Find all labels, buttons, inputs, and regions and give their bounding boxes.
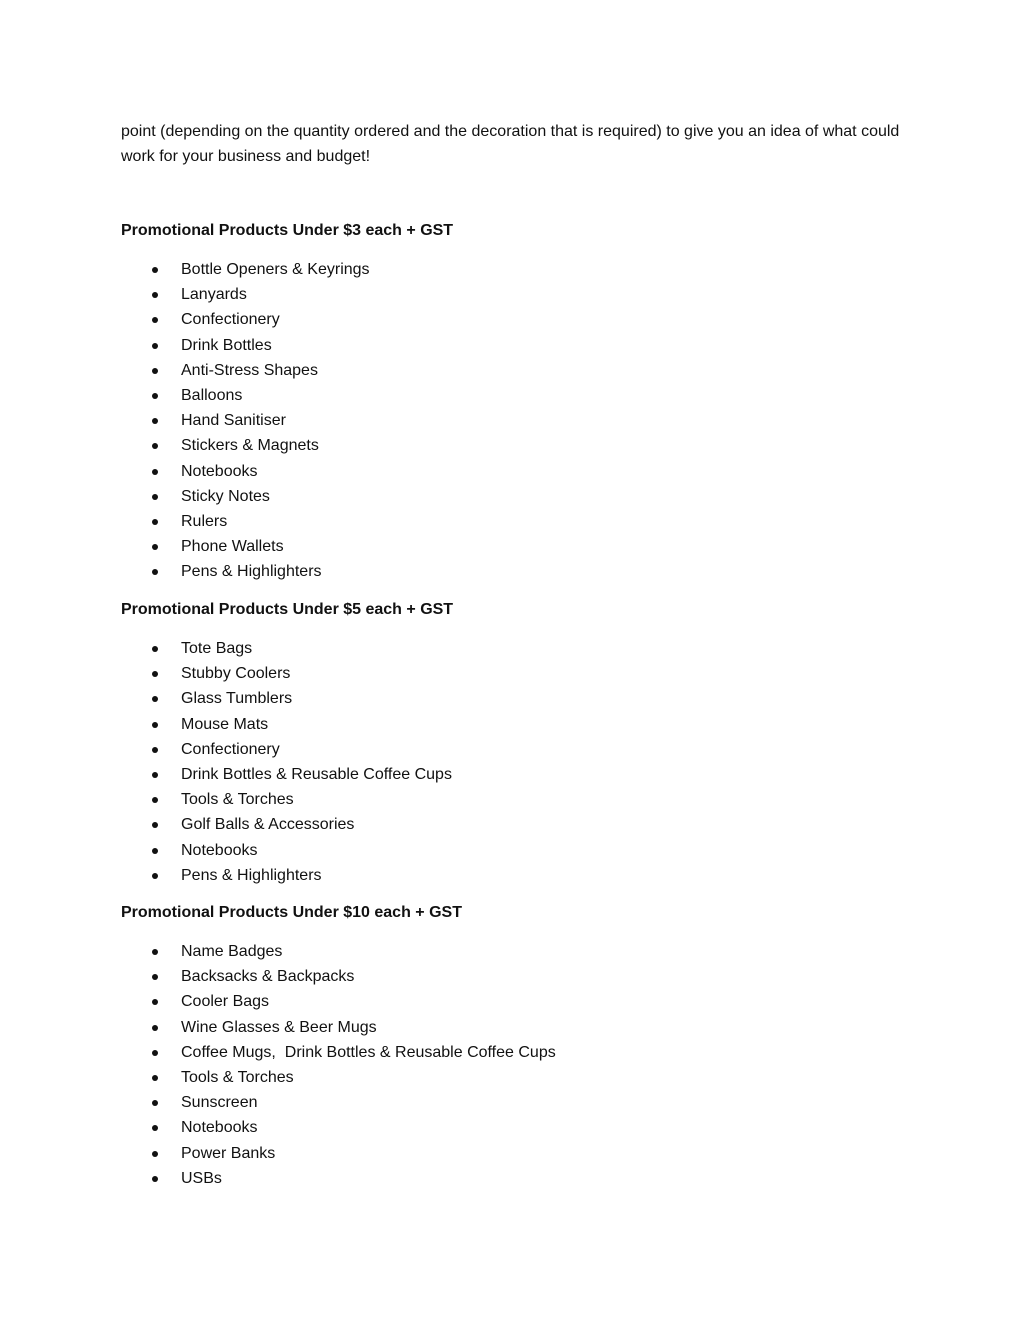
bullet-icon [152,292,158,298]
list-item-label: Lanyards [181,286,247,304]
bullet-icon [152,1025,158,1031]
bullet-icon [152,569,158,575]
list-item [121,737,901,762]
bullet-icon [152,393,158,399]
list-item-label: Tools & Torches [181,791,294,809]
list-item-label: Golf Balls & Accessories [181,816,355,834]
list-item [121,1166,901,1191]
bullet-icon [152,671,158,677]
list-item [121,1040,901,1065]
bullet-icon [152,494,158,500]
section-heading: Promotional Products Under $10 each + GST [121,904,462,921]
bullet-icon [152,317,158,323]
bullet-icon [152,999,158,1005]
product-list [121,257,901,584]
list-item [121,459,901,484]
list-item [121,333,901,358]
list-item [121,433,901,458]
list-item-label: Tools & Torches [181,1068,294,1086]
product-list [121,939,901,1191]
list-item-label: Power Banks [181,1144,276,1162]
section-under-5 [121,598,901,888]
list-item-label: Pens & Highlighters [181,866,322,884]
bullet-icon [152,974,158,980]
bullet-icon [152,797,158,803]
list-item-label: Coffee Mugs, Drink Bottles & Reusable Coffee Cups [181,1043,556,1061]
list-item [121,484,901,509]
list-item-label: Anti-Stress Shapes [181,361,318,379]
list-item [121,989,901,1014]
bullet-icon [152,519,158,525]
bullet-icon [152,418,158,424]
list-item-label: Cooler Bags [181,993,270,1011]
bullet-icon [152,343,158,349]
bullet-icon [152,646,158,652]
list-item-label: Confectionery [181,311,280,329]
list-item-label: Pens & Highlighters [181,563,322,581]
list-item-label: Name Badges [181,943,283,960]
bullet-icon [152,772,158,778]
bullet-icon [152,368,158,374]
list-item [121,307,901,332]
list-item-label: Drink Bottles [181,336,272,354]
bullet-icon [152,722,158,728]
list-item [121,838,901,863]
list-item-label: Hand Sanitiser [181,412,286,430]
list-item [121,408,901,433]
list-item-label: Rulers [181,512,228,530]
bullet-icon [152,1050,158,1056]
list-item [121,559,901,584]
list-item [121,661,901,686]
list-item [121,1115,901,1140]
bullet-icon [152,443,158,449]
list-item [121,636,901,661]
list-item-label: Wine Glasses & Beer Mugs [181,1018,377,1036]
list-item [121,686,901,711]
section-under-10 [121,901,901,1191]
list-item-label: Balloons [181,386,243,404]
list-item [121,939,901,964]
list-item-label: Confectionery [181,740,280,758]
list-item [121,787,901,812]
list-item [121,1090,901,1115]
bullet-icon [152,822,158,828]
list-item [121,509,901,534]
list-item-label: Drink Bottles & Reusable Coffee Cups [181,765,452,783]
list-item-label: Notebooks [181,841,258,859]
list-item [121,863,901,888]
list-item-label: Backsacks & Backpacks [181,968,355,986]
section-heading: Promotional Products Under $5 each + GST [121,601,454,618]
bullet-icon [152,469,158,475]
product-list [121,636,901,888]
list-item-label: Notebooks [181,462,258,480]
bullet-icon [152,267,158,273]
bullet-icon [152,1125,158,1131]
list-item [121,712,901,737]
list-item-label: Bottle Openers & Keyrings [181,261,370,278]
bullet-icon [152,696,158,702]
bullet-icon [152,848,158,854]
section-heading: Promotional Products Under $3 each + GST [121,222,454,239]
bullet-icon [152,1176,158,1182]
bullet-icon [152,747,158,753]
bullet-icon [152,1151,158,1157]
list-item [121,964,901,989]
list-item [121,358,901,383]
list-item [121,1141,901,1166]
list-item [121,762,901,787]
list-item-label: Sunscreen [181,1094,258,1112]
list-item-label: Phone Wallets [181,538,284,556]
list-item [121,1065,901,1090]
list-item [121,257,901,282]
list-item-label: Sticky Notes [181,487,270,505]
list-item [121,383,901,408]
list-item-label: Notebooks [181,1119,258,1137]
list-item [121,812,901,837]
bullet-icon [152,544,158,550]
intro-paragraph: point (depending on the quantity ordered and the decoration that is required) to give you an idea of what could work for your business and budget! [121,123,900,165]
list-item-label: Glass Tumblers [181,690,293,708]
list-item-label: USBs [181,1169,222,1187]
list-item [121,534,901,559]
section-under-3 [121,219,901,584]
list-item-label: Stickers & Magnets [181,437,319,455]
list-item [121,1015,901,1040]
list-item-label: Stubby Coolers [181,665,291,683]
list-item-label: Mouse Mats [181,715,269,733]
list-item-label: Tote Bags [181,640,253,657]
bullet-icon [152,1075,158,1081]
bullet-icon [152,949,158,955]
list-item [121,282,901,307]
bullet-icon [152,873,158,879]
bullet-icon [152,1100,158,1106]
